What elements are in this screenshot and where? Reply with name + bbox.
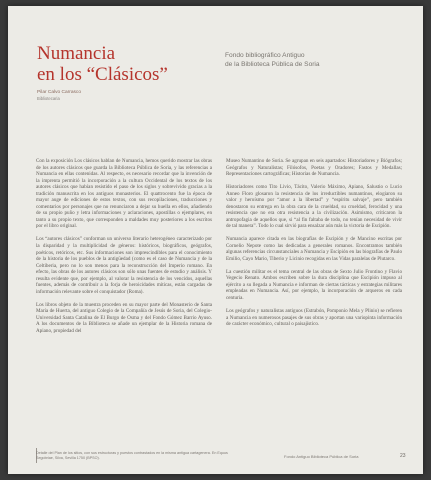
- paragraph: Con la exposición Los clásicos hablan de Numancia, hemos querido mostrar las obras de los autores clásicos que guarda la Biblioteca Pública de Soria, y las referencias a Numancia en ellas contenidas. Al respecto, es necesario recordar que la invención de la imprenta permitió la incorporación a la cultura Occidental de los textos de los autores clásicos que habían resistido el paso de los siglos y sobrevivido gracias a la tradición manuscrita en los antiguos monasterios. El quattrocento fue la época de mayor auge de ediciones de estos textos, con sus recopilaciones, traducciones y comentarios por personajes que no renunciaron a dejar su huella en ellos, añadiendo de su propio puño y letra informaciones y aclaraciones, apostillas o ejemplares, en tanto a su propio texto, que corresponden a maldades muy posteriores a los escritos por el libro original.: [36, 158, 212, 230]
- article-title: [37, 43, 227, 85]
- author-name: Pilar Calvo Carrasco: [37, 90, 81, 95]
- paragraph: Historiadores como Tito Livio, Tácito, Valerio Máximo, Apiano, Salustio o Lucio Anneo Floro glosaron la resistencia de los irreductibles numantinos, elogiaron su valor y heroísmo por “amor a la libertad” y “espíritu salvaje”, pero también denostaron su entrega en la obra cara de la crueldad, su crueldad, ferocidad y una resistencia que no era otra resistencia a la civilización. Asimismo, criticaron la antropofagia de aquellos que, si “al fin faltaba de todo, no tenían necesidad de vivir de tal manera”. Todo lo cual sirvió para ensalzar aún más la victoria de Escipión.: [226, 184, 402, 230]
- figure-footnote: Detalle del Plan de los sitios, con sus estructuras y puestos contrastados en la misma antigua cartagenera. En Equus Segobriae, Silva, Sevilla 1750 (BPSO).: [36, 451, 228, 460]
- paragraph: Numancia aparece citada en las biografías de Escipión y de Mancino escritas por Cornelio Nepote como las dedicadas a generales romanos. Encontramos también algunas referencias circunstanciales a Numancia y Escipión en las biografías de Paulo Emilio, Cayo Mario, Tiberio y Licinio recogidas en las Vidas paralelas de Plutarco.: [226, 236, 402, 262]
- running-title: Fondo Antiguo Biblioteca Pública de Soria: [284, 454, 359, 459]
- paragraph: Los libros objeto de la muestra proceden en su mayor parte del Monasterio de Santa María de Huerta, del antiguo Colegio de la Compañía de Jesús de Soria, del Colegio-Universidad Santa Catalina de El Burgo de Osma y del Fondo Gómez Barrio Ayuso. A los documentos de la Biblioteca se añade un ejemplar de la Historia romana de Apiano, propiedad del: [36, 301, 212, 334]
- section-label-line-1: Fondo bibliográfico Antiguo: [225, 52, 305, 59]
- left-column: [36, 158, 212, 428]
- title-line-2: en los “Clásicos”: [37, 64, 168, 85]
- paragraph: Los geógrafos y naturalistas antiguos (Estrabón, Pomponio Mela y Plinio) se refieren a Numancia en numerosos pasajes de sus obras y aportan una variopinta información de carácter económico, cultural o paisajístico.: [226, 307, 402, 328]
- book-page: [8, 6, 423, 474]
- right-column: [226, 158, 402, 428]
- section-label-line-2: de la Biblioteca Pública de Soria: [225, 61, 320, 68]
- paragraph: La cuestión militar es el tema central de las obras de Sexto Julio Frontino y Flavio Vegecio Renato. Ambos escriben sobre la dura disciplina que Escipión impuso al ejército a su llegada a Numancia e informan de ciertas tácticas y estrategias militares empleadas en Numancia. Así, por ejemplo, la incorporación de arqueros en cada centuria.: [226, 268, 402, 302]
- paragraph: Museo Numantino de Soria. Se agrupan en seis apartados: Historiadores y Biógrafos; Geógrafos y Naturalistas; Filósofos, Poetas y Oradores; Fastos y Medallas; Representaciones cartográficas; Historias de Numancia.: [226, 158, 402, 178]
- author-block: [37, 89, 187, 102]
- title-line-1: Numancia: [37, 43, 116, 64]
- author-role: Bibliotecaria: [37, 96, 60, 101]
- section-label: [225, 51, 405, 69]
- page-number: 23: [400, 453, 406, 459]
- paragraph: Los “autores clásicos” conforman un universo literario heterogéneo caracterizado por la disparidad y la multiplicidad de géneros: históricos, biográficos, geógrafos, poéticos, retóricos, etc. Sus informaciones son imprescindibles para el conocimiento de la historia de los pueblos de la antigüedad (como es el caso de Numancia y de la Celtiberia, pero no lo son menos para la reconstrucción del Imperio romano. En efecto, las obras de los autores clásicos son sólo unas fuentes de estudio y análisis. Y resulta evidente que, por ejemplo, al valorar la resistencia de los vencidos, aquellas fuentes, además de contribuir a la forja de heroicidades míticas, están cargadas de información relevante sobre el conquistador (Roma).: [36, 236, 212, 295]
